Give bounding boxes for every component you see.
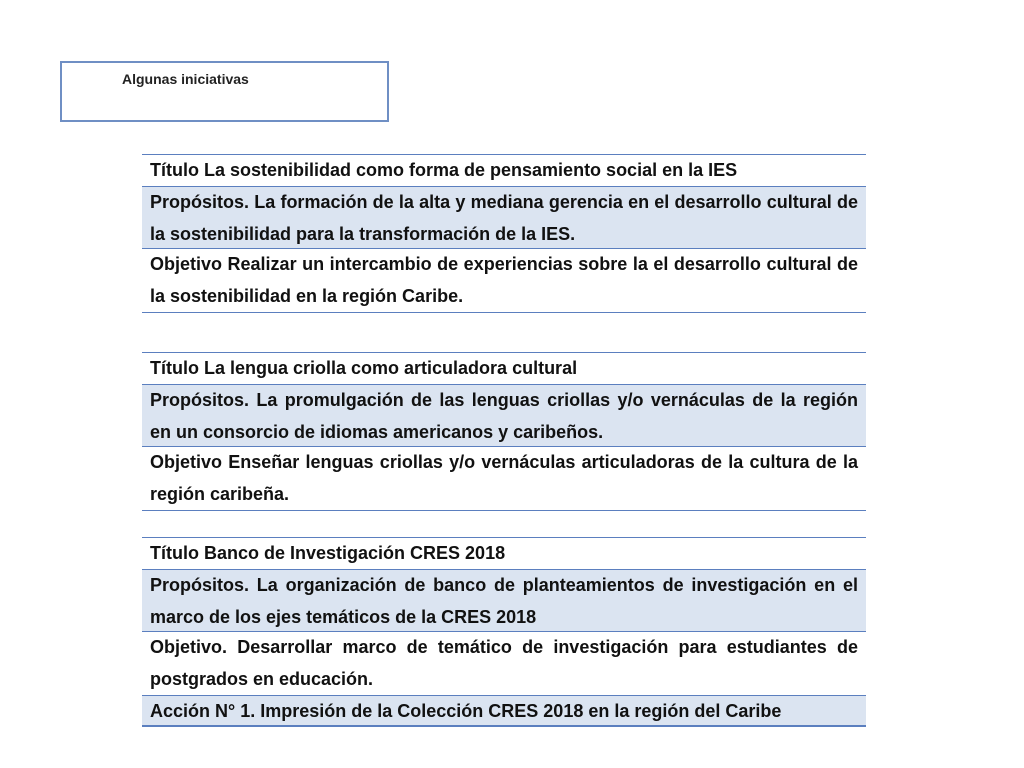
- table-purpose: Propósitos. La promulgación de las lenguas criollas y/o vernáculas de la región en un consorcio de idiomas americanos y caribeños.: [142, 384, 866, 447]
- header-label: Algunas iniciativas: [122, 71, 249, 87]
- initiative-table-2: [142, 352, 866, 511]
- table-objective: Objetivo Enseñar lenguas criollas y/o vernáculas articuladoras de la cultura de la región caribeña.: [150, 452, 858, 504]
- table-objective: Objetivo Realizar un intercambio de experiencias sobre la el desarrollo cultural de la sostenibilidad en la región Caribe.: [150, 254, 858, 306]
- table-purpose: Propósitos. La formación de la alta y mediana gerencia en el desarrollo cultural de la sostenibilidad para la transformación de la IES.: [142, 186, 866, 249]
- table-title: Título Banco de Investigación CRES 2018: [150, 543, 506, 563]
- table-purpose: Propósitos. La organización de banco de planteamientos de investigación en el marco de los ejes temáticos de la CRES 2018: [142, 569, 866, 632]
- header-box: [60, 61, 389, 122]
- table-objective: Objetivo. Desarrollar marco de temático de investigación para estudiantes de postgrados en educación.: [150, 637, 858, 689]
- table-title: Título La lengua criolla como articuladora cultural: [150, 358, 578, 378]
- initiative-table-3: [142, 537, 866, 727]
- table-title: Título La sostenibilidad como forma de pensamiento social en la IES: [150, 160, 738, 180]
- table-action: Acción N° 1. Impresión de la Colección CRES 2018 en la región del Caribe: [142, 695, 866, 726]
- initiative-table-1: [142, 154, 866, 313]
